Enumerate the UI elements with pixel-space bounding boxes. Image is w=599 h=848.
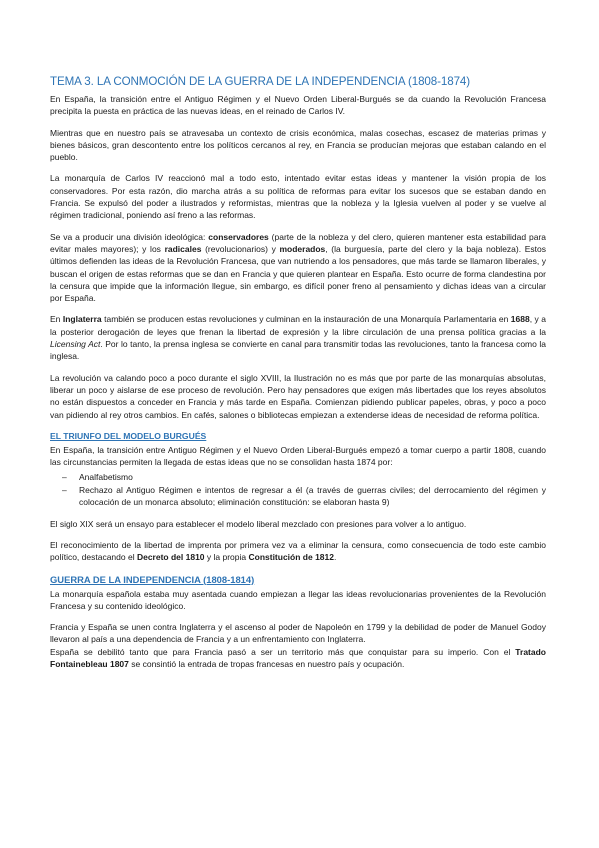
- paragraph-fontainebleau: [50, 646, 546, 671]
- text-run: también se producen estas revoluciones y culminan en la instauración de una Monarquía Parlamentaria en: [101, 314, 511, 325]
- term-licensing-act: Licensing Act: [50, 339, 101, 350]
- heading-guerra-independencia: GUERRA DE LA INDEPENDENCIA (1808-1814): [50, 573, 255, 585]
- term-inglaterra: Inglaterra: [62, 314, 102, 325]
- paragraph-francia-espana: Francia y España se unen contra Inglaterra y el ascenso al poder de Napoleón en 1799 y la debilidad de poder de Manuel Godoy llevaron al país a una dependencia de Francia y a un enfrentamiento con Inglaterra.: [50, 622, 546, 645]
- text-run: , y a la posterior derogación de leyes que frenan la libertad de expresión y la libre circulación de una prensa política gracias a la: [50, 314, 546, 337]
- text-run: , (la burguesía, parte del clero y la baja nobleza). Estos últimos defienden las ideas de la Revolución Francesa, que van nutriendo a los pensadores, que más tarde se llamaron liberales, y buscan el origen de estas reformas que se dan en Francia y que quieren plantear en España. Esto ocurre de forma clandestina por la censura que impide que la información llegue, sin embargo, es difícil poner freno al pensamiento y dichas ideas van a circular por España.: [50, 243, 546, 304]
- term-1688: 1688: [510, 314, 530, 325]
- paragraph-crisis: Mientras que en nuestro país se atravesaba un contexto de crisis económica, malas cosechas, escasez de materias primas y bienes básicos, gran descontento entre los políticos cercanos al rey, en Francia se producían mejoras que estaban calando en el pueblo.: [50, 127, 546, 163]
- paragraph-division-ideologica: [50, 231, 546, 305]
- paragraph-siglo-xix: El siglo XIX será un ensayo para establecer el modelo liberal mezclado con presiones para volver a lo antiguo.: [50, 518, 467, 529]
- text-run: . Por lo tanto, la prensa inglesa se convierte en canal para transmitir todas las revoluciones, tanto la francesa como la inglesa.: [50, 339, 546, 362]
- term-decreto-1810: Decreto del 1810: [136, 552, 205, 563]
- paragraph-libertad-imprenta: [50, 539, 546, 564]
- paragraph-carlos-iv: La monarquía de Carlos IV reaccionó mal a todo esto, intentado evitar estas ideas y mantener la visión propia de los conservadores. Por esta razón, dio marcha atrás a su política de reformas para evitar los sucesos que se estaban dando en Francia. Se expulsó del poder a ilustrados y reformistas, mientras que la nobleza y la Iglesia vuelven al poder y se vuelve al régimen tradicional, poniendo así freno a las reformas.: [50, 173, 546, 221]
- text-run: El reconocimiento de la libertad de imprenta por primera vez va a eliminar la censura, como consecuencia de todo este cambio político, destacando el: [50, 539, 546, 563]
- text-run: España se debilitó tanto que para Francia pasó a ser un territorio más que conquistar para su imperio. Con el: [50, 646, 516, 657]
- text-run: (revolucionarios) y: [201, 243, 280, 254]
- text-run: En: [50, 314, 63, 325]
- term-moderados: moderados: [279, 243, 326, 254]
- text-run: .: [333, 552, 337, 563]
- term-tratado-fontainebleau: Tratado Fontainebleau 1807: [50, 646, 546, 669]
- document-title: TEMA 3. LA CONMOCIÓN DE LA GUERRA DE LA INDEPENDENCIA (1808-1874): [50, 75, 471, 88]
- text-run: Se va a producir una división ideológica:: [50, 231, 209, 242]
- paragraph-monarquia-asentada: La monarquía española estaba muy asentada cuando empiezan a llegar las ideas revolucionarias provenientes de la Revolución Francesa y su contenido ideológico.: [50, 588, 546, 611]
- list-item: – Rechazo al Antiguo Régimen e intentos de regresar a él (a través de guerras civiles; del derrocamiento del régimen y colocación de un monarca absoluto; eliminación constitución: se elaboran hasta 9): [68, 484, 546, 509]
- text-run: se consintió la entrada de tropas francesas en nuestro país y ocupación.: [128, 658, 405, 669]
- reasons-list: [50, 471, 546, 509]
- paragraph-transicion: En España, la transición entre el Antiguo Régimen y el Nuevo Orden Liberal-Burgués se da cuando la Revolución Francesa precipita la puesta en práctica de las nuevas ideas, en el reinado de Carlos IV.: [50, 94, 546, 117]
- term-constitucion-1812: Constitución de 1812: [248, 552, 334, 563]
- heading-triunfo-modelo-burgues: EL TRIUNFO DEL MODELO BURGUÉS: [50, 430, 207, 441]
- term-conservadores: conservadores: [208, 231, 269, 242]
- document-page: [50, 75, 546, 679]
- paragraph-inglaterra: [50, 313, 546, 362]
- paragraph-transicion-1808: En España, la transición entre Antiguo Régimen y el Nuevo Orden Liberal-Burgués empezó a tomar cuerpo a partir 1808, cuando las circunstancias permiten la llegada de estas ideas que no se consolidan hasta 1874 por:: [50, 445, 546, 468]
- text-run: (parte de la nobleza y del clero, quieren mantener esta estabilidad para evitar males mayores); y los: [50, 231, 546, 254]
- list-item: – Analfabetismo: [68, 471, 546, 483]
- text-run: y la propia: [204, 552, 249, 563]
- paragraph-revolucion-siglo-xviii: La revolución va calando poco a poco durante el siglo XVIII, la Ilustración no es más que por parte de las monarquías absolutas, liberar un poco y aislarse de ese proceso de revolución. Pero hay pensadores que exigen más libertades que los reyes absolutos no están dispuestos a conceder en Francia y más tarde en España. Comienzan pidiendo publicar papeles, obras, y poco a poco van pidiendo al rey otros cambios. En cafés, salones o bibliotecas empiezan a extenderse ideas de necesidad de reforma política.: [50, 372, 546, 420]
- term-radicales: radicales: [164, 243, 202, 254]
